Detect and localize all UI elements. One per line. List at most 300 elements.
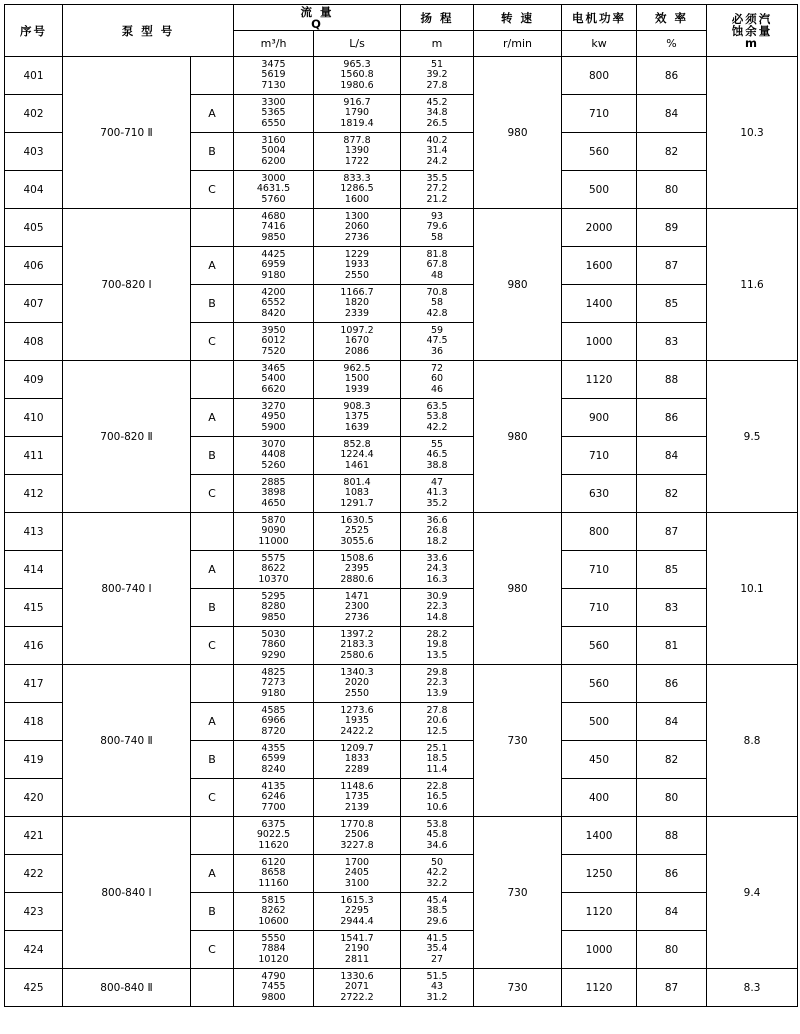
- value-line: 1980.6: [340, 79, 374, 91]
- power-value: 800: [562, 57, 637, 95]
- value-line: 38.8: [426, 459, 448, 471]
- cell-flow-m3h: [234, 551, 314, 589]
- efficiency-value: 82: [637, 741, 707, 779]
- power-value: 1250: [562, 855, 637, 893]
- cell-flow-m3h: [234, 285, 314, 323]
- value-line: 9290: [261, 649, 286, 661]
- value-line: 1273.6: [340, 704, 374, 716]
- value-line: 2395: [344, 563, 370, 575]
- value-line: 6966: [261, 715, 286, 727]
- power-value: 500: [562, 703, 637, 741]
- efficiency-value: 85: [637, 285, 707, 323]
- value-line: 1148.6: [340, 780, 374, 792]
- power-value: 630: [562, 475, 637, 513]
- value-line: 41.5: [426, 932, 448, 944]
- value-line: 45.2: [426, 96, 448, 108]
- value-line: 3160: [261, 134, 286, 146]
- value-line: 3465: [261, 362, 286, 374]
- efficiency-value: 84: [637, 95, 707, 133]
- variant-letter: B: [191, 893, 234, 931]
- value-line: 3227.8: [340, 839, 374, 851]
- value-line: 48: [430, 269, 444, 281]
- variant-letter: [191, 969, 234, 1007]
- value-line: 29.6: [426, 915, 448, 927]
- model-name: 800-840 Ⅰ: [63, 817, 191, 969]
- value-line: 4408: [261, 449, 286, 461]
- value-line: 1166.7: [340, 286, 374, 298]
- value-line: 1735: [344, 791, 370, 803]
- model-name: 800-740 Ⅰ: [63, 513, 191, 665]
- value-line: 2405: [344, 867, 370, 879]
- speed-value: 980: [474, 57, 562, 209]
- cell-flow-ls: [314, 779, 401, 817]
- efficiency-value: 83: [637, 589, 707, 627]
- power-value: 450: [562, 741, 637, 779]
- value-line: 3070: [261, 438, 286, 450]
- value-line: 59: [430, 324, 444, 336]
- value-line: 5004: [261, 145, 286, 157]
- value-line: 2300: [344, 601, 370, 613]
- model-name: 800-740 Ⅱ: [63, 665, 191, 817]
- value-line: 1375: [344, 411, 370, 423]
- efficiency-value: 85: [637, 551, 707, 589]
- value-line: 46.5: [426, 449, 448, 461]
- value-line: 46: [430, 383, 444, 395]
- value-line: 34.6: [426, 839, 448, 851]
- value-line: 29.8: [426, 666, 448, 678]
- value-line: 22.8: [426, 780, 448, 792]
- value-line: 10.6: [426, 801, 448, 813]
- power-value: 560: [562, 627, 637, 665]
- variant-letter: C: [191, 323, 234, 361]
- value-line: 8658: [261, 867, 286, 879]
- value-line: 51.5: [426, 970, 448, 982]
- value-line: 1670: [344, 335, 370, 347]
- table-row: [5, 969, 798, 1007]
- efficiency-value: 88: [637, 817, 707, 855]
- value-line: 4585: [261, 704, 286, 716]
- model-name: 700-820 Ⅱ: [63, 361, 191, 513]
- power-value: 1120: [562, 893, 637, 931]
- row-index: 422: [5, 855, 63, 893]
- value-line: 4135: [261, 780, 286, 792]
- value-line: 908.3: [343, 400, 371, 412]
- value-line: 7455: [261, 981, 286, 993]
- row-index: 413: [5, 513, 63, 551]
- value-line: 51: [430, 58, 444, 70]
- unit-flow-m3h: m³/h: [234, 31, 314, 57]
- header-head: 扬 程: [401, 5, 474, 31]
- header-flow-symbol: Q: [311, 16, 323, 31]
- value-line: 1209.7: [340, 742, 374, 754]
- value-line: 3898: [261, 487, 286, 499]
- value-line: 3300: [261, 96, 286, 108]
- value-line: 2289: [344, 763, 370, 775]
- power-value: 710: [562, 589, 637, 627]
- table-row: [5, 361, 798, 399]
- value-line: 2020: [344, 677, 370, 689]
- cell-flow-ls: [314, 95, 401, 133]
- value-line: 2550: [344, 687, 370, 699]
- row-index: 404: [5, 171, 63, 209]
- efficiency-value: 86: [637, 665, 707, 703]
- power-value: 900: [562, 399, 637, 437]
- cell-flow-ls: [314, 931, 401, 969]
- cell-flow-ls: [314, 323, 401, 361]
- value-line: 45.8: [426, 829, 448, 841]
- cell-flow-ls: [314, 589, 401, 627]
- value-line: 2880.6: [340, 573, 374, 585]
- row-index: 403: [5, 133, 63, 171]
- variant-letter: A: [191, 551, 234, 589]
- value-line: 39.2: [426, 69, 448, 81]
- cell-flow-ls: [314, 399, 401, 437]
- value-line: 2550: [344, 269, 370, 281]
- unit-power: kw: [562, 31, 637, 57]
- value-line: 4425: [261, 248, 286, 260]
- header-npsh-unit: m: [745, 35, 760, 50]
- value-line: 6599: [261, 753, 286, 765]
- value-line: 3270: [261, 400, 286, 412]
- value-line: 11620: [258, 839, 289, 851]
- value-line: 6620: [261, 383, 286, 395]
- value-line: 2422.2: [340, 725, 374, 737]
- value-line: 70.8: [426, 286, 448, 298]
- value-line: 5760: [261, 193, 286, 205]
- cell-flow-ls: [314, 969, 401, 1007]
- value-line: 3000: [261, 172, 286, 184]
- header-flow: [234, 5, 401, 31]
- variant-letter: A: [191, 703, 234, 741]
- efficiency-value: 86: [637, 399, 707, 437]
- row-index: 424: [5, 931, 63, 969]
- power-value: 1400: [562, 817, 637, 855]
- value-line: 9022.5: [256, 829, 291, 841]
- cell-head: [401, 779, 474, 817]
- value-line: 9090: [261, 525, 286, 537]
- cell-head: [401, 133, 474, 171]
- value-line: 24.2: [426, 155, 448, 167]
- power-value: 1000: [562, 931, 637, 969]
- cell-head: [401, 931, 474, 969]
- value-line: 4200: [261, 286, 286, 298]
- value-line: 5550: [261, 932, 286, 944]
- npsh-value: 10.3: [707, 57, 798, 209]
- power-value: 400: [562, 779, 637, 817]
- header-efficiency: 效 率: [637, 5, 707, 31]
- value-line: 42.2: [426, 867, 448, 879]
- speed-value: 730: [474, 665, 562, 817]
- row-index: 420: [5, 779, 63, 817]
- cell-head: [401, 589, 474, 627]
- value-line: 7884: [261, 943, 286, 955]
- row-index: 418: [5, 703, 63, 741]
- efficiency-value: 81: [637, 627, 707, 665]
- value-line: 4825: [261, 666, 286, 678]
- value-line: 4355: [261, 742, 286, 754]
- cell-flow-ls: [314, 855, 401, 893]
- value-line: 2944.4: [340, 915, 374, 927]
- value-line: 1615.3: [340, 894, 374, 906]
- cell-head: [401, 475, 474, 513]
- cell-flow-m3h: [234, 323, 314, 361]
- cell-flow-m3h: [234, 741, 314, 779]
- cell-head: [401, 399, 474, 437]
- value-line: 1833: [344, 753, 370, 765]
- value-line: 6552: [261, 297, 286, 309]
- cell-flow-ls: [314, 209, 401, 247]
- value-line: 81.8: [426, 248, 448, 260]
- value-line: 3055.6: [340, 535, 374, 547]
- value-line: 2885: [261, 476, 286, 488]
- row-index: 408: [5, 323, 63, 361]
- value-line: 5400: [261, 373, 286, 385]
- value-line: 10600: [258, 915, 289, 927]
- value-line: 13.5: [426, 649, 448, 661]
- power-value: 560: [562, 133, 637, 171]
- value-line: 2060: [344, 221, 370, 233]
- header-power: 电机功率: [562, 5, 637, 31]
- cell-flow-ls: [314, 361, 401, 399]
- variant-letter: B: [191, 589, 234, 627]
- value-line: 6120: [261, 856, 286, 868]
- value-line: 7416: [261, 221, 286, 233]
- value-line: 63.5: [426, 400, 448, 412]
- cell-flow-m3h: [234, 399, 314, 437]
- value-line: 1820: [344, 297, 370, 309]
- value-line: 8622: [261, 563, 286, 575]
- value-line: 35.5: [426, 172, 448, 184]
- value-line: 19.8: [426, 639, 448, 651]
- value-line: 8280: [261, 601, 286, 613]
- value-line: 22.3: [426, 601, 448, 613]
- value-line: 40.2: [426, 134, 448, 146]
- variant-letter: [191, 209, 234, 247]
- value-line: 1291.7: [340, 497, 374, 509]
- cell-head: [401, 969, 474, 1007]
- power-value: 1000: [562, 323, 637, 361]
- variant-letter: A: [191, 247, 234, 285]
- variant-letter: [191, 57, 234, 95]
- value-line: 1340.3: [340, 666, 374, 678]
- row-index: 401: [5, 57, 63, 95]
- value-line: 43: [430, 981, 444, 993]
- value-line: 9850: [261, 231, 286, 243]
- power-value: 710: [562, 551, 637, 589]
- table-body: [5, 57, 798, 1007]
- value-line: 2736: [344, 611, 370, 623]
- value-line: 27.8: [426, 704, 448, 716]
- value-line: 53.8: [426, 818, 448, 830]
- value-line: 20.6: [426, 715, 448, 727]
- value-line: 36: [430, 345, 444, 357]
- header-speed: 转 速: [474, 5, 562, 31]
- value-line: 7130: [261, 79, 286, 91]
- cell-head: [401, 171, 474, 209]
- power-value: 710: [562, 437, 637, 475]
- speed-value: 980: [474, 513, 562, 665]
- value-line: 31.4: [426, 145, 448, 157]
- variant-letter: B: [191, 437, 234, 475]
- table-row: [5, 57, 798, 95]
- efficiency-value: 83: [637, 323, 707, 361]
- variant-letter: C: [191, 171, 234, 209]
- cell-flow-m3h: [234, 209, 314, 247]
- unit-efficiency: %: [637, 31, 707, 57]
- cell-head: [401, 665, 474, 703]
- value-line: 2339: [344, 307, 370, 319]
- value-line: 27: [430, 953, 444, 965]
- cell-flow-m3h: [234, 133, 314, 171]
- variant-letter: [191, 665, 234, 703]
- table-row: [5, 665, 798, 703]
- value-line: 6246: [261, 791, 286, 803]
- value-line: 1330.6: [340, 970, 374, 982]
- value-line: 2071: [344, 981, 370, 993]
- variant-letter: C: [191, 475, 234, 513]
- value-line: 962.5: [343, 362, 371, 374]
- value-line: 2722.2: [340, 991, 374, 1003]
- model-name: 800-840 Ⅱ: [63, 969, 191, 1007]
- efficiency-value: 86: [637, 57, 707, 95]
- value-line: 1461: [344, 459, 370, 471]
- cell-flow-m3h: [234, 475, 314, 513]
- efficiency-value: 80: [637, 931, 707, 969]
- value-line: 1790: [344, 107, 370, 119]
- value-line: 24.3: [426, 563, 448, 575]
- value-line: 3950: [261, 324, 286, 336]
- value-line: 10370: [258, 573, 289, 585]
- value-line: 1471: [344, 590, 370, 602]
- value-line: 6959: [261, 259, 286, 271]
- value-line: 9180: [261, 687, 286, 699]
- value-line: 27.8: [426, 79, 448, 91]
- value-line: 1933: [344, 259, 370, 271]
- npsh-value: 11.6: [707, 209, 798, 361]
- value-line: 60: [430, 373, 444, 385]
- cell-flow-ls: [314, 133, 401, 171]
- value-line: 12.5: [426, 725, 448, 737]
- cell-head: [401, 57, 474, 95]
- value-line: 26.8: [426, 525, 448, 537]
- value-line: 1500: [344, 373, 370, 385]
- efficiency-value: 82: [637, 133, 707, 171]
- efficiency-value: 89: [637, 209, 707, 247]
- cell-flow-m3h: [234, 855, 314, 893]
- value-line: 11000: [258, 535, 289, 547]
- row-index: 414: [5, 551, 63, 589]
- efficiency-value: 87: [637, 969, 707, 1007]
- value-line: 6550: [261, 117, 286, 129]
- value-line: 2190: [344, 943, 370, 955]
- npsh-value: 9.4: [707, 817, 798, 969]
- cell-flow-m3h: [234, 779, 314, 817]
- row-index: 415: [5, 589, 63, 627]
- value-line: 50: [430, 856, 444, 868]
- efficiency-value: 88: [637, 361, 707, 399]
- cell-flow-ls: [314, 627, 401, 665]
- variant-letter: B: [191, 133, 234, 171]
- value-line: 3100: [344, 877, 370, 889]
- variant-letter: A: [191, 95, 234, 133]
- cell-flow-m3h: [234, 969, 314, 1007]
- speed-value: 980: [474, 209, 562, 361]
- value-line: 1541.7: [340, 932, 374, 944]
- variant-letter: A: [191, 855, 234, 893]
- power-value: 1120: [562, 361, 637, 399]
- value-line: 6012: [261, 335, 286, 347]
- value-line: 2139: [344, 801, 370, 813]
- value-line: 1229: [344, 248, 370, 260]
- power-value: 560: [562, 665, 637, 703]
- cell-head: [401, 361, 474, 399]
- value-line: 1083: [344, 487, 370, 499]
- value-line: 8240: [261, 763, 286, 775]
- value-line: 11.4: [426, 763, 448, 775]
- value-line: 9850: [261, 611, 286, 623]
- header-npsh-line2: 蚀余量: [731, 23, 773, 38]
- power-value: 800: [562, 513, 637, 551]
- variant-letter: C: [191, 779, 234, 817]
- cell-head: [401, 893, 474, 931]
- cell-head: [401, 817, 474, 855]
- value-line: 11160: [258, 877, 289, 889]
- cell-head: [401, 551, 474, 589]
- value-line: 22.3: [426, 677, 448, 689]
- header-flow-label: 流 量: [300, 4, 334, 19]
- efficiency-value: 82: [637, 475, 707, 513]
- cell-flow-ls: [314, 57, 401, 95]
- value-line: 1508.6: [340, 552, 374, 564]
- cell-flow-m3h: [234, 665, 314, 703]
- value-line: 5619: [261, 69, 286, 81]
- variant-letter: [191, 361, 234, 399]
- value-line: 8720: [261, 725, 286, 737]
- header-npsh-line1: 必须汽: [731, 11, 773, 26]
- unit-flow-ls: L/s: [314, 31, 401, 57]
- unit-head: m: [401, 31, 474, 57]
- value-line: 1630.5: [340, 514, 374, 526]
- power-value: 500: [562, 171, 637, 209]
- efficiency-value: 80: [637, 171, 707, 209]
- value-line: 47: [430, 476, 444, 488]
- header-index: 序号: [5, 5, 63, 57]
- cell-head: [401, 323, 474, 361]
- cell-flow-ls: [314, 703, 401, 741]
- row-index: 405: [5, 209, 63, 247]
- model-name: 700-710 Ⅱ: [63, 57, 191, 209]
- row-index: 410: [5, 399, 63, 437]
- cell-head: [401, 627, 474, 665]
- cell-flow-m3h: [234, 95, 314, 133]
- value-line: 42.2: [426, 421, 448, 433]
- cell-flow-m3h: [234, 171, 314, 209]
- power-value: 1400: [562, 285, 637, 323]
- value-line: 28.2: [426, 628, 448, 640]
- value-line: 16.3: [426, 573, 448, 585]
- value-line: 18.5: [426, 753, 448, 765]
- value-line: 26.5: [426, 117, 448, 129]
- value-line: 5295: [261, 590, 286, 602]
- speed-value: 730: [474, 969, 562, 1007]
- value-line: 93: [430, 210, 444, 222]
- variant-letter: [191, 513, 234, 551]
- efficiency-value: 84: [637, 893, 707, 931]
- power-value: 2000: [562, 209, 637, 247]
- cell-head: [401, 285, 474, 323]
- cell-flow-m3h: [234, 437, 314, 475]
- value-line: 2525: [344, 525, 370, 537]
